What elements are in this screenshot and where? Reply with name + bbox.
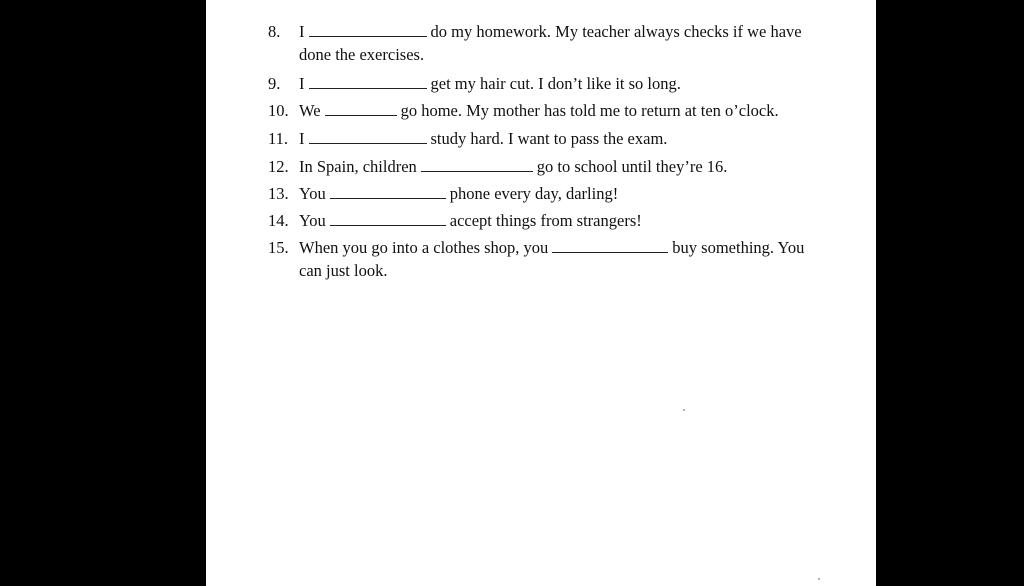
item-text-before: We xyxy=(299,101,321,120)
answer-blank[interactable] xyxy=(309,22,427,37)
item-text-after: get my hair cut. I don’t like it so long. xyxy=(430,74,681,93)
exercise-list xyxy=(206,0,876,586)
item-sentence xyxy=(299,127,859,150)
item-text-before: In Spain, children xyxy=(299,157,417,176)
worksheet-page xyxy=(206,0,876,586)
item-text-continuation: can just look. xyxy=(299,261,388,280)
item-sentence xyxy=(299,182,859,205)
item-number: 10. xyxy=(268,101,289,120)
answer-blank[interactable] xyxy=(552,238,668,253)
item-number: 8. xyxy=(268,22,281,41)
answer-blank[interactable] xyxy=(330,184,446,199)
item-number: 14. xyxy=(268,211,289,230)
item-number: 9. xyxy=(268,74,281,93)
item-number: 15. xyxy=(268,238,289,257)
item-text-after: accept things from strangers! xyxy=(449,211,642,230)
item-sentence xyxy=(299,72,859,95)
item-text-before: When you go into a clothes shop, you xyxy=(299,238,549,257)
item-text-after: go to school until they’re 16. xyxy=(536,157,728,176)
item-text-after: go home. My mother has told me to return at ten o’clock. xyxy=(400,101,779,120)
item-text-before: You xyxy=(299,184,326,203)
item-text-continuation: done the exercises. xyxy=(299,45,425,64)
item-number: 12. xyxy=(268,157,289,176)
item-number: 13. xyxy=(268,184,289,203)
item-text-before: I xyxy=(299,22,305,41)
answer-blank[interactable] xyxy=(309,74,427,89)
item-sentence xyxy=(299,209,859,232)
item-sentence xyxy=(299,20,859,43)
scan-speck xyxy=(683,409,685,411)
item-sentence xyxy=(299,155,859,178)
item-text-after: do my homework. My teacher always checks if we have xyxy=(430,22,802,41)
item-text-after: phone every day, darling! xyxy=(449,184,619,203)
answer-blank[interactable] xyxy=(330,211,446,226)
answer-blank[interactable] xyxy=(309,129,427,144)
item-text-after: study hard. I want to pass the exam. xyxy=(430,129,668,148)
item-sentence xyxy=(299,236,859,259)
item-text-after: buy something. You xyxy=(672,238,805,257)
item-sentence xyxy=(299,99,859,122)
answer-blank[interactable] xyxy=(325,101,397,116)
scan-speck xyxy=(818,578,820,580)
item-text-before: You xyxy=(299,211,326,230)
item-number: 11. xyxy=(268,129,289,148)
item-text-before: I xyxy=(299,129,305,148)
item-text-before: I xyxy=(299,74,305,93)
answer-blank[interactable] xyxy=(421,157,533,172)
